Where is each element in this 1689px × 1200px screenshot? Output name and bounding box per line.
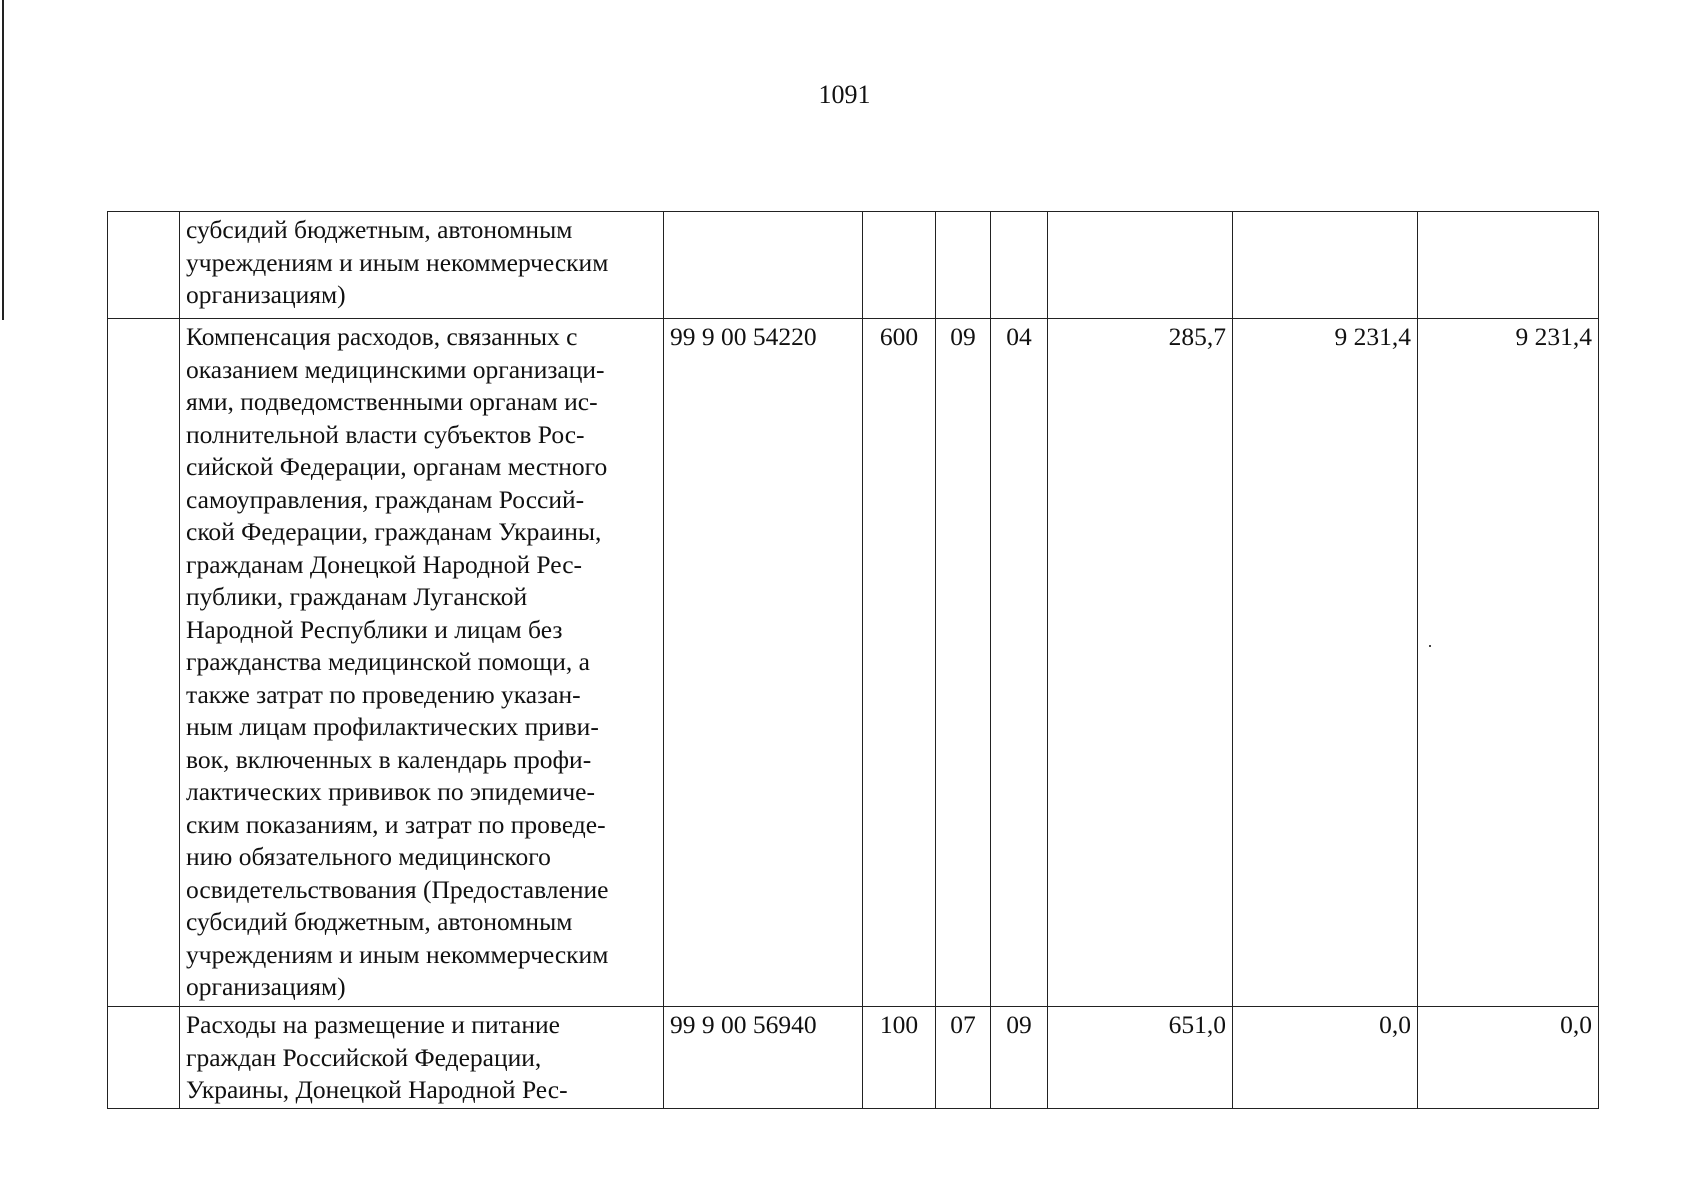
- description-line: субсидий бюджетным, автономным: [186, 215, 573, 244]
- amount-cell-1: 285,7: [1048, 319, 1233, 1007]
- description-line: гражданства медицинской помощи, а: [186, 647, 590, 676]
- amount-cell-3: 9 231,4: [1418, 319, 1599, 1007]
- page-number: 1091: [818, 80, 871, 109]
- amount-cell-2: [1233, 212, 1418, 319]
- target-code-cell: 99 9 00 56940: [664, 1007, 863, 1109]
- table-body: [108, 212, 1599, 1109]
- description-line: также затрат по проведению указан-: [186, 679, 581, 709]
- description-line: Компенсация расходов, связанных с: [186, 322, 578, 351]
- row-number-cell: [108, 319, 180, 1007]
- table-row: [108, 212, 1599, 319]
- description-line: лактических прививок по эпидемиче-: [186, 777, 595, 806]
- row-number-cell: [108, 1007, 180, 1109]
- page-edge-line: [2, 0, 4, 320]
- description-line: освидетельствования (Предоставление: [186, 874, 609, 904]
- description-cell: [180, 1007, 664, 1109]
- description-line: сийской Федерации, органам местного: [186, 452, 608, 481]
- description-line: ным лицам профилактических приви-: [186, 712, 599, 741]
- description-line: Расходы на размещение и питание: [186, 1010, 560, 1039]
- subsection-cell: [991, 212, 1048, 319]
- target-code-cell: [664, 212, 863, 319]
- amount-cell-2: 0,0: [1233, 1007, 1418, 1109]
- description-cell: [180, 212, 664, 319]
- expense-type-cell: [863, 212, 936, 319]
- expense-type-cell: 100: [863, 1007, 936, 1109]
- section-cell: 09: [936, 319, 991, 1007]
- description-line: Народной Республики и лицам без: [186, 614, 563, 644]
- description-line: ским показаниям, и затрат по проведе-: [186, 809, 606, 839]
- description-line: учреждениям и иным некоммерческим: [186, 247, 609, 277]
- description-line: граждан Российской Федерации,: [186, 1042, 542, 1072]
- description-line: учреждениям и иным некоммерческим: [186, 939, 609, 969]
- section-cell: 07: [936, 1007, 991, 1109]
- expense-type-cell: 600: [863, 319, 936, 1007]
- table-row: [108, 1007, 1599, 1109]
- description-line: полнительной власти субъектов Рос-: [186, 419, 585, 449]
- subsection-cell: 09: [991, 1007, 1048, 1109]
- description-line: ями, подведомственными органам ис-: [186, 387, 598, 416]
- description-line: гражданам Донецкой Народной Рес-: [186, 549, 583, 579]
- target-code-cell: 99 9 00 54220: [664, 319, 863, 1007]
- description-line: самоуправления, гражданам Россий-: [186, 484, 585, 514]
- description-line: организациям): [186, 280, 346, 309]
- row-number-cell: [108, 212, 180, 319]
- budget-table: [107, 211, 1599, 1109]
- subsection-cell: 04: [991, 319, 1048, 1007]
- description-line: оказанием медицинскими организаци-: [186, 354, 605, 384]
- description-line: ской Федерации, гражданам Украины,: [186, 517, 602, 546]
- section-cell: [936, 212, 991, 319]
- table-row: [108, 319, 1599, 1007]
- amount-cell-1: 651,0: [1048, 1007, 1233, 1109]
- amount-cell-3: [1418, 212, 1599, 319]
- amount-cell-2: 9 231,4: [1233, 319, 1418, 1007]
- description-line: субсидий бюджетным, автономным: [186, 907, 573, 936]
- description-line: организациям): [186, 972, 346, 1001]
- description-cell: [180, 319, 664, 1007]
- amount-cell-1: [1048, 212, 1233, 319]
- description-line: нию обязательного медицинского: [186, 842, 551, 871]
- scan-speck: [1429, 645, 1431, 647]
- description-line: публики, гражданам Луганской: [186, 582, 528, 611]
- description-line: Украины, Донецкой Народной Рес-: [186, 1075, 568, 1104]
- amount-cell-3: 0,0: [1418, 1007, 1599, 1109]
- description-line: вок, включенных в календарь профи-: [186, 744, 592, 774]
